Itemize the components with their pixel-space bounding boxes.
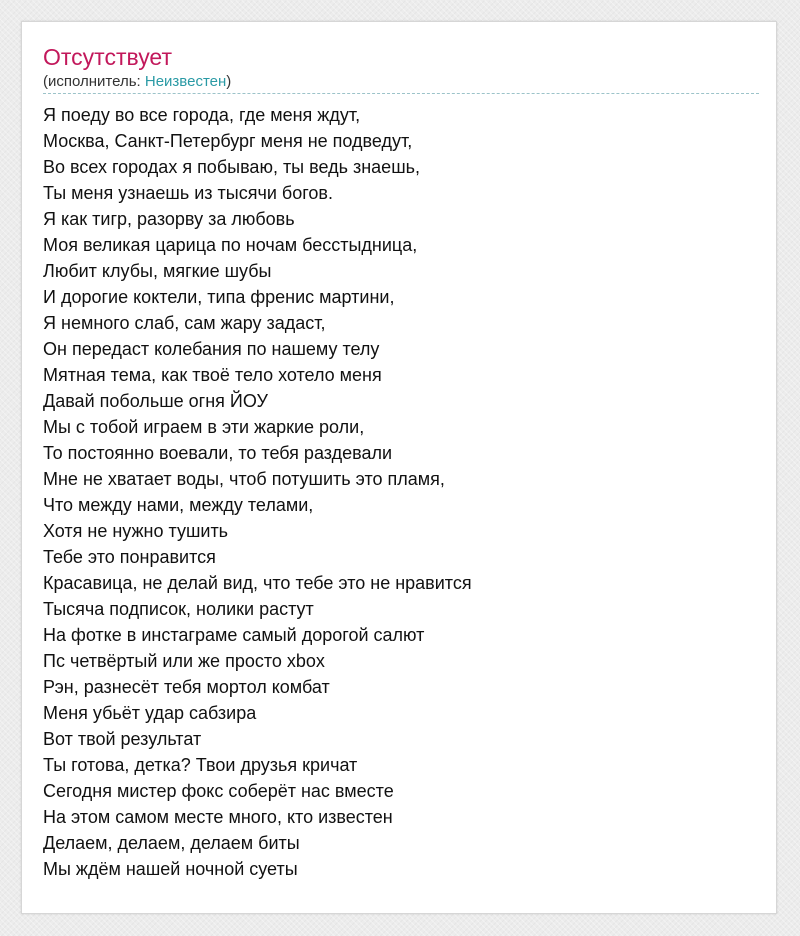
lyrics-line: Во всех городах я побываю, ты ведь знаешь, [43, 157, 421, 177]
lyrics-line: Красавица, не делай вид, что тебе это не нравится [43, 573, 472, 593]
song-meta [43, 72, 759, 94]
lyrics-line: Что между нами, между телами, [43, 495, 314, 515]
lyrics-line: Давай побольше огня ЙОУ [43, 391, 268, 411]
lyrics-line: На фотке в инстаграме самый дорогой салют [43, 625, 425, 645]
lyrics-line: Тебе это понравится [43, 547, 216, 567]
lyrics-line: На этом самом месте много, кто известен [43, 807, 393, 827]
meta-suffix: ) [226, 73, 232, 90]
lyrics-line: Сегодня мистер фокс соберёт нас вместе [43, 781, 394, 801]
lyrics-line: Ты меня узнаешь из тысячи богов. [43, 183, 333, 203]
lyrics-line: То постоянно воевали, то тебя раздевали [43, 443, 393, 463]
lyrics-line: Ты готова, детка? Твои друзья кричат [43, 755, 358, 775]
lyrics-line: Любит клубы, мягкие шубы [43, 261, 272, 281]
lyrics-line: Мятная тема, как твоё тело хотело меня [43, 365, 382, 385]
lyrics-line: Мы с тобой играем в эти жаркие роли, [43, 417, 365, 437]
lyrics-line: Москва, Санкт-Петербург меня не подведут, [43, 131, 413, 151]
lyrics-line: Хотя не нужно тушить [43, 521, 229, 541]
lyrics-card [21, 21, 777, 914]
lyrics-line: Мы ждём нашей ночной суеты [43, 859, 298, 879]
artist-link[interactable]: Неизвестен [144, 73, 227, 90]
lyrics-line: Вот твой результат [43, 729, 202, 749]
lyrics-line: Пс четвёртый или же просто xbox [43, 651, 325, 671]
lyrics-line: Я поеду во все города, где меня ждут, [43, 105, 361, 125]
lyrics-line: И дорогие коктели, типа френис мартини, [43, 287, 395, 307]
lyrics-line: Делаем, делаем, делаем биты [43, 833, 300, 853]
song-header [43, 43, 759, 94]
song-title: Отсутствует [43, 44, 172, 70]
lyrics-line: Моя великая царица по ночам бесстыдница, [43, 235, 418, 255]
lyrics-line: Рэн, разнесёт тебя мортол комбат [43, 677, 330, 697]
lyrics-line: Меня убьёт удар сабзира [43, 703, 257, 723]
lyrics-line: Мне не хватает воды, чтоб потушить это пламя, [43, 469, 445, 489]
lyrics-line: Тысяча подписок, нолики растут [43, 599, 314, 619]
lyrics-text [43, 102, 759, 882]
lyrics-line: Я немного слаб, сам жару задаст, [43, 313, 326, 333]
lyrics-line: Я как тигр, разорву за любовь [43, 209, 295, 229]
lyrics-line: Он передаст колебания по нашему телу [43, 339, 380, 359]
meta-prefix: (исполнитель: [43, 73, 145, 90]
